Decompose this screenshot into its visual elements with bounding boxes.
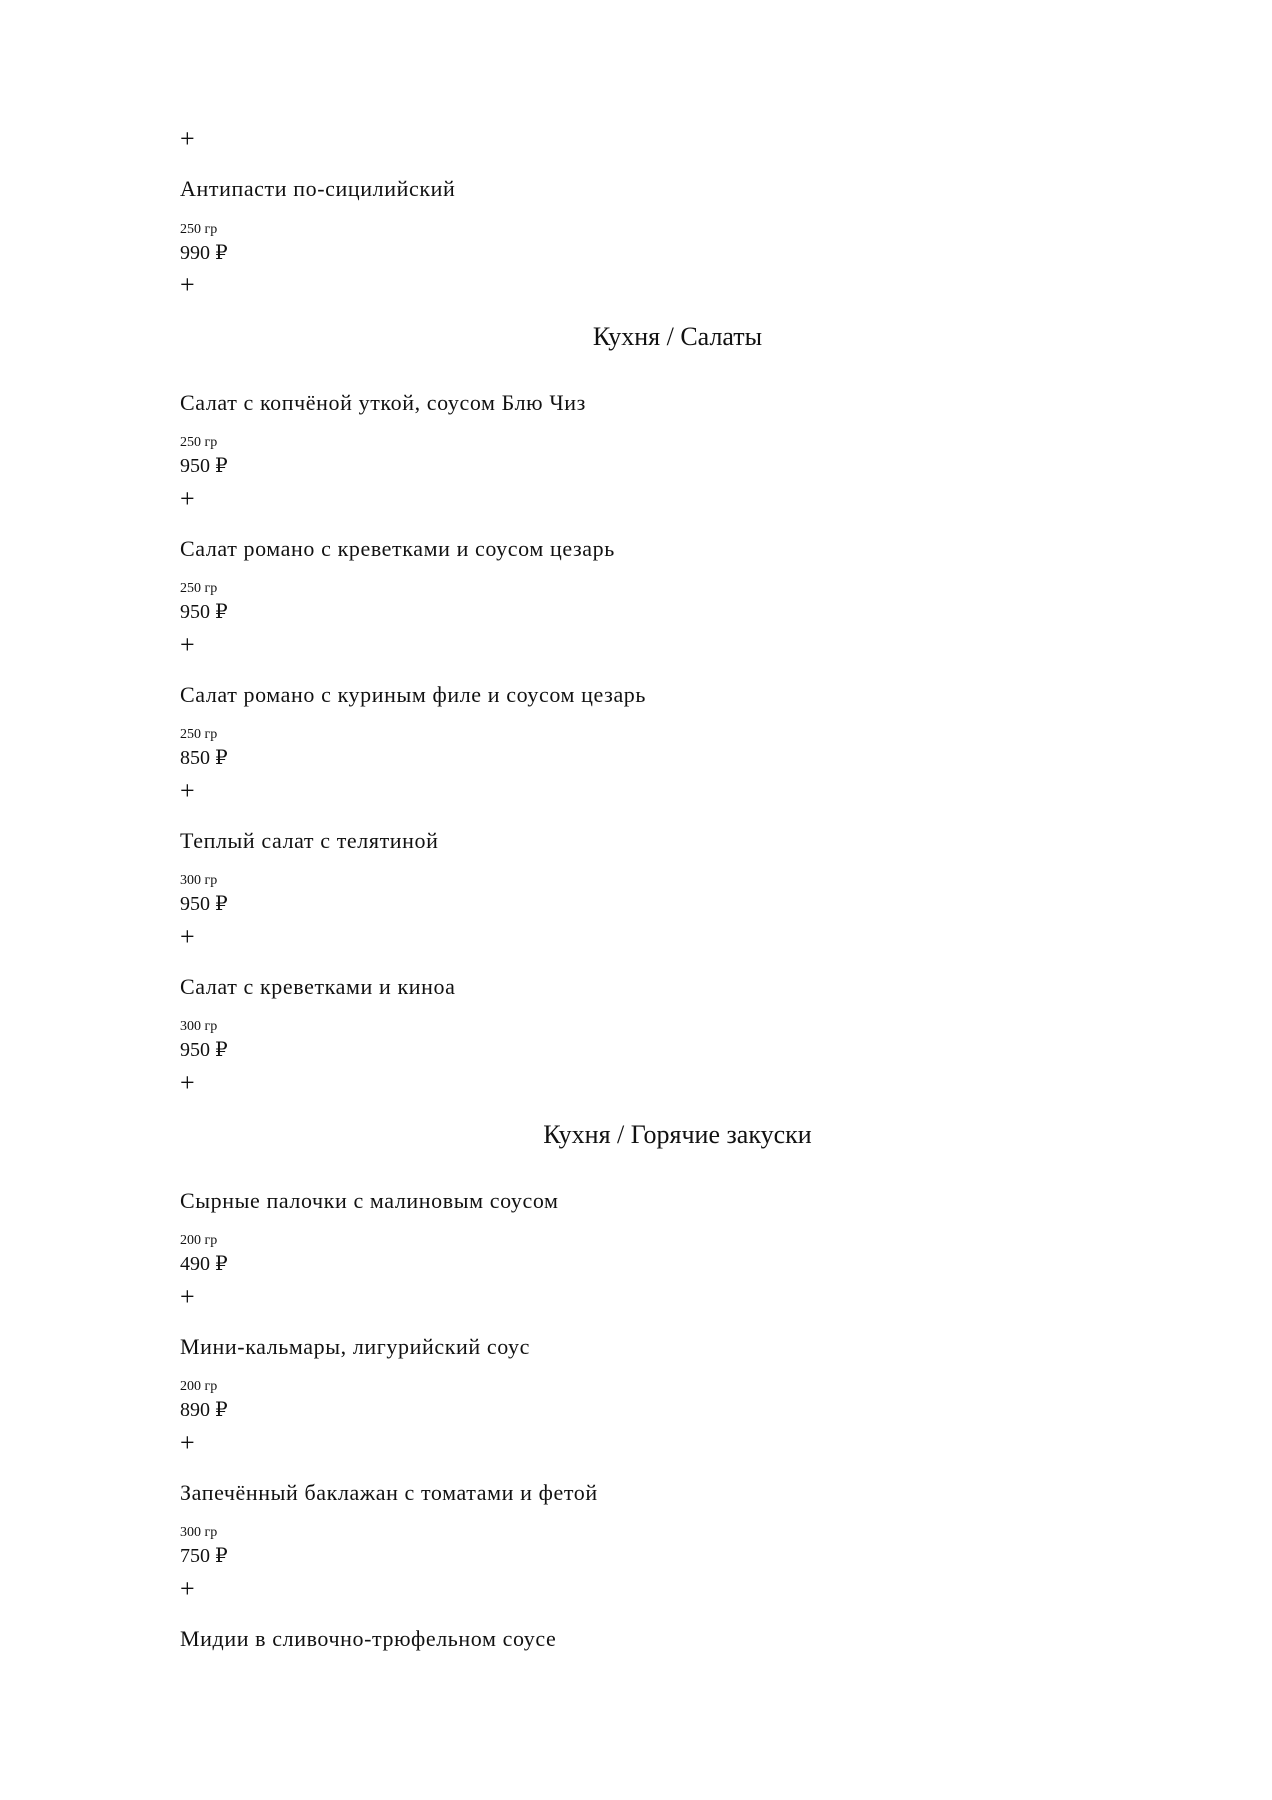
- menu-item-name[interactable]: Салат романо с куриным филе и соусом цезарь: [180, 682, 647, 707]
- menu-item-weight: 300 гр: [180, 1019, 218, 1034]
- menu-item-name[interactable]: Сырные палочки с малиновым соусом: [180, 1188, 559, 1213]
- section-title-salads: Кухня / Салаты: [592, 322, 763, 351]
- menu-item-weight: 200 гр: [180, 1379, 218, 1394]
- menu-item-name[interactable]: Мидии в сливочно-трюфельном соусе: [180, 1626, 557, 1651]
- menu-item-name[interactable]: Салат с креветками и киноа: [180, 974, 456, 999]
- menu-item-weight: 250 гр: [180, 727, 218, 742]
- add-to-cart-button[interactable]: +: [180, 630, 195, 659]
- add-to-cart-button[interactable]: +: [180, 484, 195, 513]
- menu-item-price: 490 ₽: [180, 1253, 228, 1275]
- menu-item-price: 990 ₽: [180, 242, 228, 264]
- add-to-cart-button[interactable]: +: [180, 1282, 195, 1311]
- add-to-cart-button[interactable]: +: [180, 776, 195, 805]
- add-to-cart-button[interactable]: +: [180, 1574, 195, 1603]
- menu-item-weight: 250 гр: [180, 581, 218, 596]
- add-to-cart-button[interactable]: +: [180, 124, 195, 153]
- menu-item-weight: 300 гр: [180, 1525, 218, 1540]
- section-title-hot-appetizers: Кухня / Горячие закуски: [543, 1120, 812, 1149]
- menu-item-price: 950 ₽: [180, 1039, 228, 1061]
- menu-item-name[interactable]: Салат романо с креветками и соусом цезарь: [180, 536, 615, 561]
- menu-item-name[interactable]: Запечённый баклажан с томатами и фетой: [180, 1480, 598, 1505]
- menu-item-price: 750 ₽: [180, 1545, 228, 1567]
- menu-item-price: 950 ₽: [180, 893, 228, 915]
- menu-item-weight: 250 гр: [180, 435, 218, 450]
- menu-item-name[interactable]: Антипасти по-сицилийский: [180, 176, 456, 201]
- menu-item-weight: 200 гр: [180, 1233, 218, 1248]
- menu-item-weight: 250 гр: [180, 222, 218, 237]
- add-to-cart-button[interactable]: +: [180, 1428, 195, 1457]
- menu-item-price: 950 ₽: [180, 601, 228, 623]
- menu-item-price: 890 ₽: [180, 1399, 228, 1421]
- menu-item-price: 950 ₽: [180, 455, 228, 477]
- menu-item-name[interactable]: Салат с копчёной уткой, соусом Блю Чиз: [180, 390, 586, 415]
- add-to-cart-button[interactable]: +: [180, 270, 195, 299]
- add-to-cart-button[interactable]: +: [180, 1068, 195, 1097]
- menu-item-weight: 300 гр: [180, 873, 218, 888]
- menu-item-price: 850 ₽: [180, 747, 228, 769]
- add-to-cart-button[interactable]: +: [180, 922, 195, 951]
- menu-item-name[interactable]: Мини-кальмары, лигурийский соус: [180, 1334, 530, 1359]
- menu-item-name[interactable]: Теплый салат с телятиной: [180, 828, 439, 853]
